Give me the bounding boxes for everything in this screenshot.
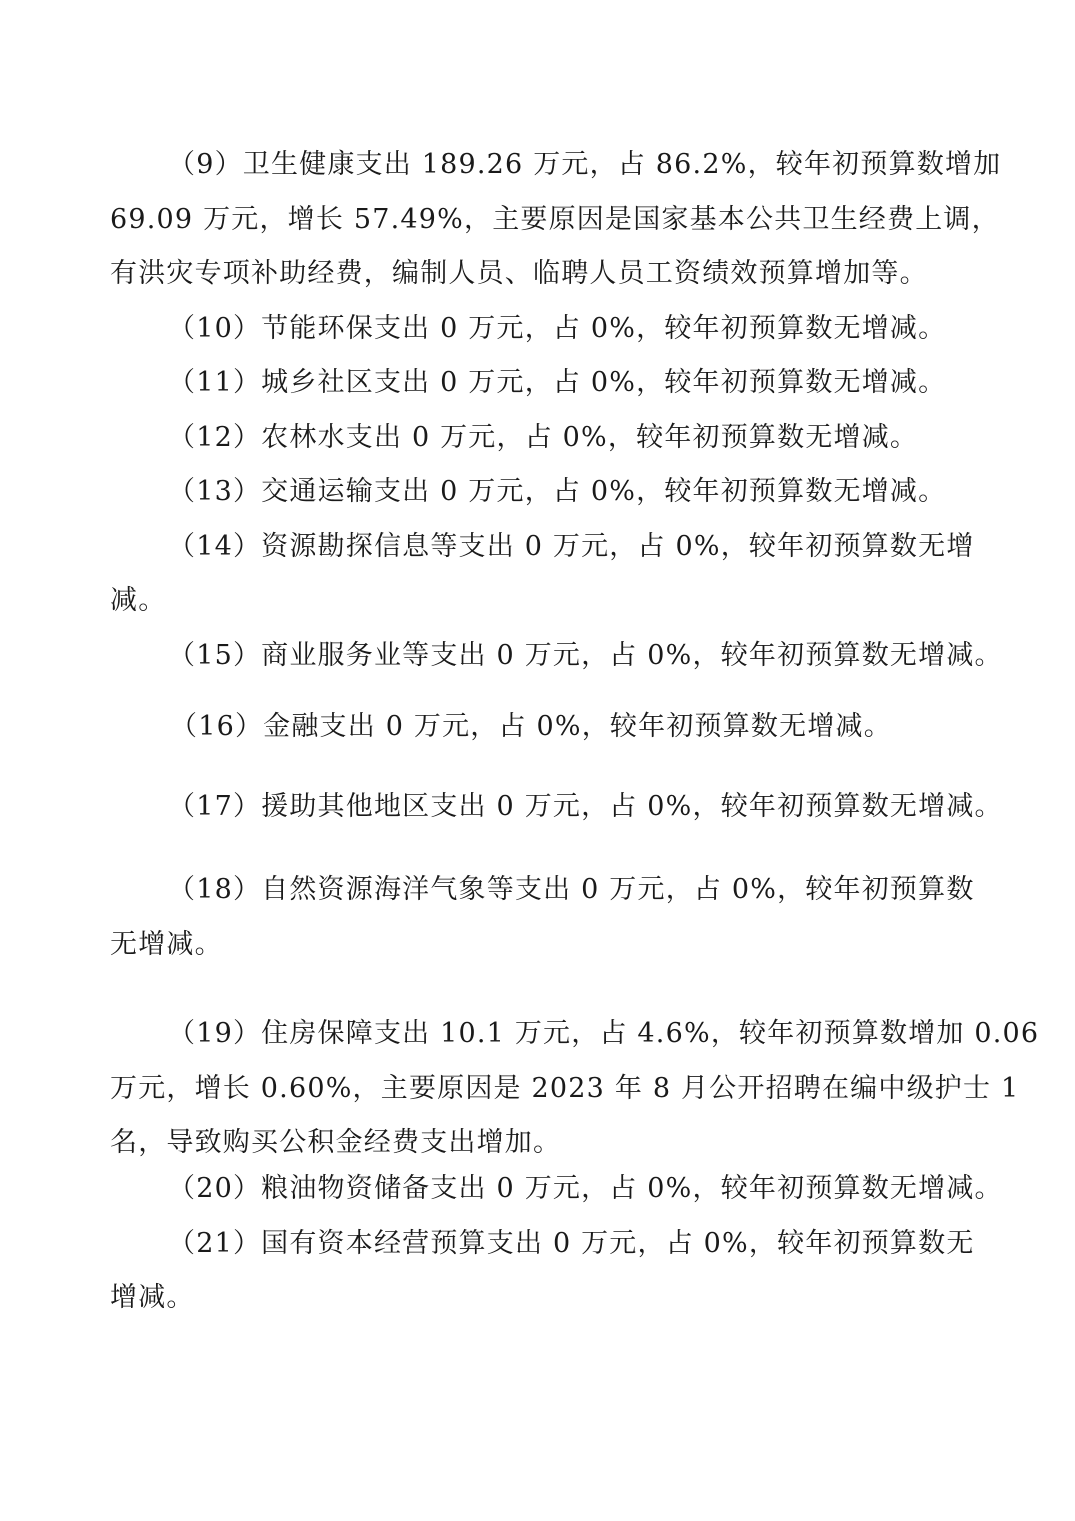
paragraph-13: （13）交通运输支出 0 万元，占 0%，较年初预算数无增减。 [168,476,947,507]
paragraph-12: （12）农林水支出 0 万元，占 0%，较年初预算数无增减。 [168,422,919,453]
paragraph-21-line-2: 增减。 [110,1282,195,1313]
paragraph-10: （10）节能环保支出 0 万元，占 0%，较年初预算数无增减。 [168,313,947,344]
paragraph-19-line-2: 万元，增长 0.60%，主要原因是 2023 年 8 月公开招聘在编中级护士 1 [110,1073,1020,1104]
paragraph-21-line-1: （21）国有资本经营预算支出 0 万元，占 0%，较年初预算数无 [168,1228,975,1259]
paragraph-9-line-3: 有洪灾专项补助经费，编制人员、临聘人员工资绩效预算增加等。 [110,258,928,289]
paragraph-15: （15）商业服务业等支出 0 万元，占 0%，较年初预算数无增减。 [168,640,1003,671]
paragraph-11: （11）城乡社区支出 0 万元，占 0%，较年初预算数无增减。 [168,367,947,398]
paragraph-16: （16）金融支出 0 万元，占 0%，较年初预算数无增减。 [170,711,892,742]
paragraph-19-line-3: 名，导致购买公积金经费支出增加。 [110,1127,562,1158]
paragraph-9-line-1: （9）卫生健康支出 189.26 万元，占 86.2%，较年初预算数增加 [168,149,1002,180]
paragraph-20: （20）粮油物资储备支出 0 万元，占 0%，较年初预算数无增减。 [168,1173,1003,1204]
paragraph-14-line-2: 减。 [110,585,167,616]
paragraph-18-line-2: 无增减。 [110,929,223,960]
paragraph-17: （17）援助其他地区支出 0 万元，占 0%，较年初预算数无增减。 [168,791,1003,822]
paragraph-14-line-1: （14）资源勘探信息等支出 0 万元，占 0%，较年初预算数无增 [168,531,975,562]
paragraph-19-line-1: （19）住房保障支出 10.1 万元，占 4.6%，较年初预算数增加 0.06 [168,1018,1040,1049]
paragraph-9-line-2: 69.09 万元，增长 57.49%，主要原因是国家基本公共卫生经费上调， [110,204,1000,235]
paragraph-18-line-1: （18）自然资源海洋气象等支出 0 万元，占 0%，较年初预算数 [168,874,975,905]
